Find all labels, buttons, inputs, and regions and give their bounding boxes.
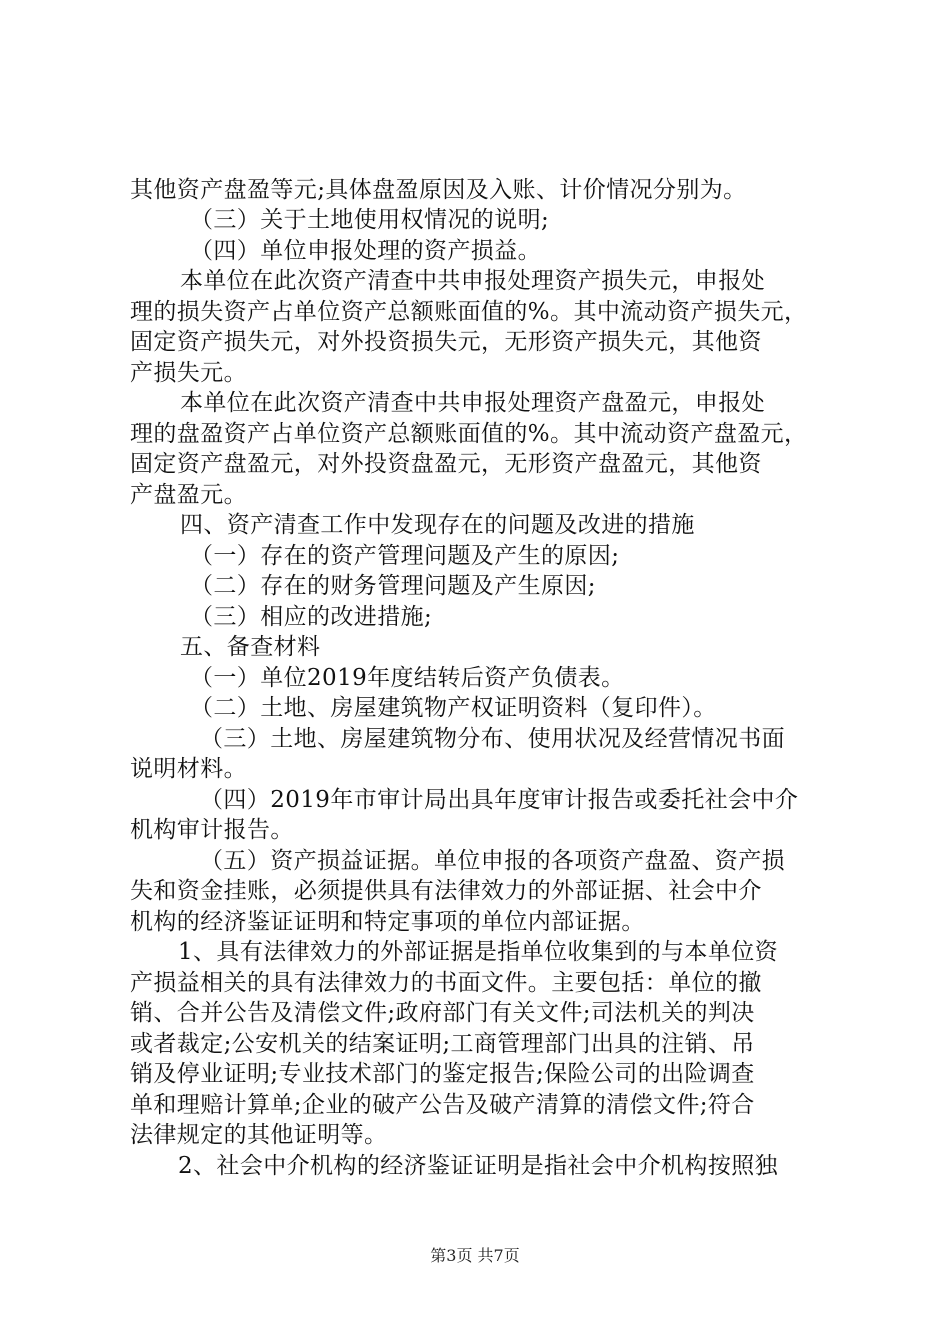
text-line: 产损益相关的具有法律效力的书面文件。主要包括：单位的撤 [130,970,762,996]
text-line: 其他资产盘盈等元;具体盘盈原因及入账、计价情况分别为。 [130,177,747,203]
text-line: （四）2019年市审计局出具年度审计报告或委托社会中介 [200,787,799,813]
text-line: 理的损失资产占单位资产总额账面值的%。其中流动资产损失元， [130,299,808,325]
text-line: （一）单位2019年度结转后资产负债表。 [190,665,625,691]
text-line: 本单位在此次资产清查中共申报处理资产盘盈元，申报处 [180,390,765,416]
text-line: 失和资金挂账，必须提供具有法律效力的外部证据、社会中介 [130,878,762,904]
text-line: 2、社会中介机构的经济鉴证证明是指社会中介机构按照独 [178,1153,779,1179]
text-line: （二）土地、房屋建筑物产权证明资料（复印件）。 [190,695,717,721]
text-line: 固定资产盘盈元，对外投资盘盈元，无形资产盘盈元，其他资 [130,451,762,477]
text-line: （四）单位申报处理的资产损益。 [190,238,541,264]
text-line: 固定资产损失元，对外投资损失元，无形资产损失元，其他资 [130,329,762,355]
text-line: 法律规定的其他证明等。 [130,1122,388,1148]
text-line: 单和理赔计算单;企业的破产公告及破产清算的清偿文件;符合 [130,1092,755,1118]
section-heading: 五、备查材料 [180,634,321,660]
text-line: （一）存在的资产管理问题及产生的原因; [190,543,620,569]
text-line: 理的盘盈资产占单位资产总额账面值的%。其中流动资产盘盈元， [130,421,808,447]
section-heading: 四、资产清查工作中发现存在的问题及改进的措施 [180,512,695,538]
text-line: 说明材料。 [130,756,247,782]
text-line: （三）相应的改进措施; [190,604,433,630]
text-line: （二）存在的财务管理问题及产生原因; [190,573,596,599]
text-line: 产盘盈元。 [130,482,247,508]
text-line: 或者裁定;公安机关的结案证明;工商管理部门出具的注销、吊 [130,1031,755,1057]
text-line: 销、合并公告及清偿文件;政府部门有关文件;司法机关的判决 [130,1000,755,1026]
text-line: 机构的经济鉴证证明和特定事项的单位内部证据。 [130,909,645,935]
text-line: （三）关于土地使用权情况的说明; [190,207,550,233]
page-footer: 第3页 共7页 [430,1246,520,1265]
text-line: 机构审计报告。 [130,817,294,843]
text-line: （三）土地、房屋建筑物分布、使用状况及经营情况书面 [200,726,785,752]
text-line: 本单位在此次资产清查中共申报处理资产损失元，申报处 [180,268,765,294]
text-line: 销及停业证明;专业技术部门的鉴定报告;保险公司的出险调查 [130,1061,755,1087]
text-line: 产损失元。 [130,360,247,386]
text-line: 1、具有法律效力的外部证据是指单位收集到的与本单位资 [178,939,779,965]
text-line: （五）资产损益证据。单位申报的各项资产盘盈、资产损 [200,848,785,874]
